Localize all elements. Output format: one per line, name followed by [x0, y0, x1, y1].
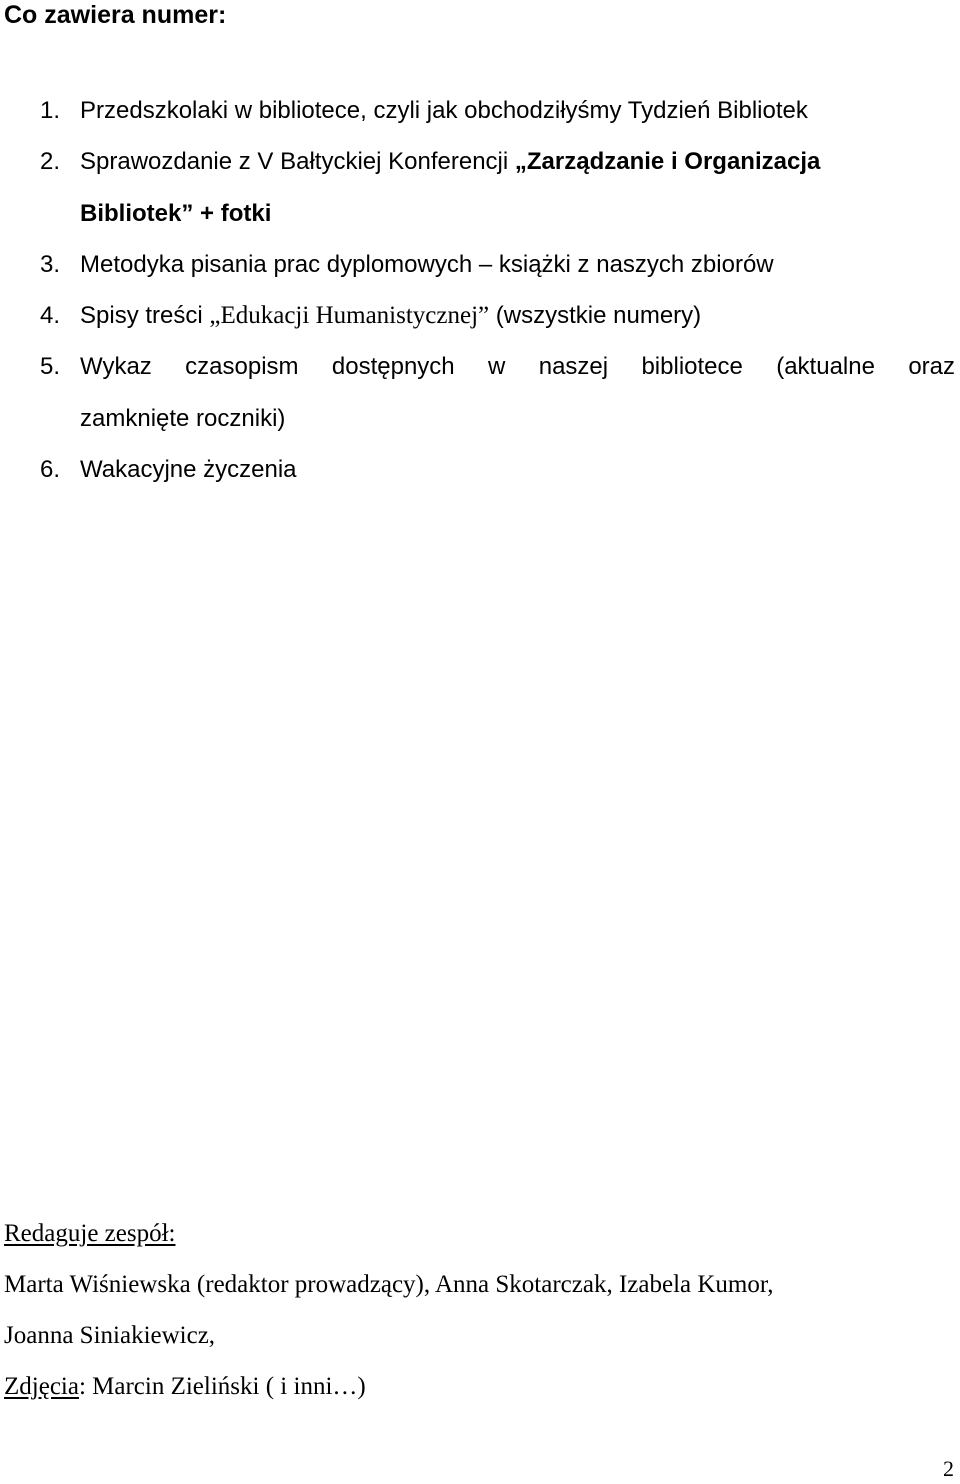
toc-item-number: 3.	[40, 251, 61, 278]
team-members: Marta Wiśniewska (redaktor prowadzący), Anna Skotarczak, Izabela Kumor,	[4, 1271, 774, 1298]
toc-item-number: 6.	[40, 456, 61, 483]
toc-word: w	[488, 353, 506, 380]
toc-item-text: Metodyka pisania prac dyplomowych – książki z naszych zbiorów	[80, 251, 774, 278]
toc-item-text	[80, 301, 701, 331]
toc-item-text: Przedszkolaki w bibliotece, czyli jak obchodziłyśmy Tydzień Bibliotek	[80, 97, 808, 124]
toc-item-title: „Edukacji Humanistycznej”	[209, 302, 490, 329]
toc-item-number: 2.	[40, 148, 61, 175]
toc-item-number: 5.	[40, 353, 61, 380]
team-members-continuation: Joanna Siniakiewicz,	[4, 1322, 216, 1349]
toc-word: bibliotece	[641, 353, 743, 380]
photos-label: Zdjęcia	[4, 1373, 79, 1400]
toc-item-text: Wakacyjne życzenia	[80, 456, 297, 483]
toc-item-title-continuation: Bibliotek” + fotki	[80, 200, 272, 227]
toc-word: (aktualne	[776, 353, 875, 380]
toc-word: Wykaz	[80, 353, 152, 380]
photos-credit	[4, 1371, 366, 1403]
photos-author: : Marcin Zieliński ( i inni…)	[78, 1373, 366, 1400]
toc-item-text-continuation: zamknięte roczniki)	[80, 405, 286, 432]
toc-item-text	[80, 147, 820, 177]
toc-word: dostępnych	[331, 353, 455, 380]
toc-item-text	[80, 352, 955, 382]
toc-item-number: 4.	[40, 302, 61, 329]
page-number: 2	[943, 1456, 954, 1481]
toc-word: oraz	[908, 353, 955, 380]
toc-word: naszej	[538, 353, 609, 380]
toc-item-number: 1.	[40, 97, 61, 124]
toc-item-prefix: Sprawozdanie z V Bałtyckiej Konferencji	[80, 148, 515, 175]
team-label: Redaguje zespół:	[4, 1220, 176, 1247]
toc-item-suffix: (wszystkie numery)	[489, 302, 702, 329]
toc-item-prefix: Spisy treści	[80, 302, 210, 329]
page-heading: Co zawiera numer:	[4, 1, 227, 29]
toc-item-title: „Zarządzanie i Organizacja	[514, 148, 821, 175]
toc-word: czasopism	[185, 353, 299, 380]
